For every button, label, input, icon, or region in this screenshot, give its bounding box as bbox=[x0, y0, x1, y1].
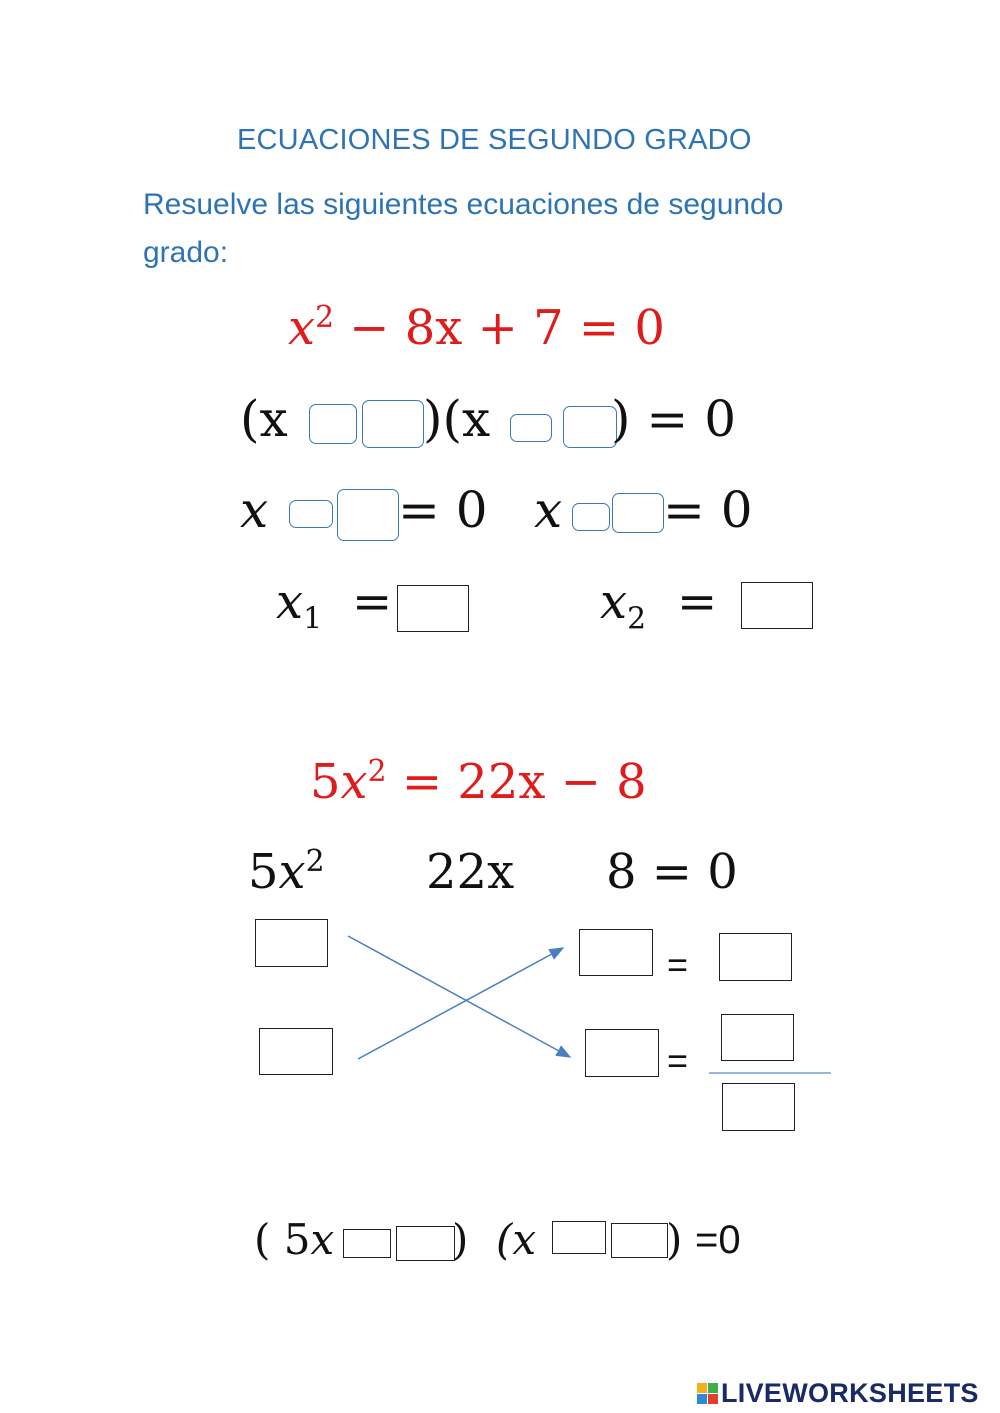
linear-x-right: x bbox=[534, 481, 563, 539]
answer-box-result-top[interactable] bbox=[719, 933, 792, 981]
x2-label: $x_2$ bbox=[600, 574, 647, 637]
factor2-open: ( 5x bbox=[254, 1215, 335, 1264]
factor2-equals-zero: =0 bbox=[695, 1218, 741, 1262]
arrow-bottom-left-to-top-right bbox=[358, 948, 563, 1059]
answer-box-factor2-sign-b[interactable] bbox=[552, 1221, 606, 1254]
equation-1-statement: $x^2 - 8x + 7 = 0$ bbox=[288, 300, 665, 356]
x2-equals: = bbox=[677, 574, 718, 630]
factor2-second-open: (x bbox=[496, 1215, 537, 1264]
instruction-line-1: Resuelve las siguientes ecuaciones de segundo bbox=[143, 188, 784, 221]
x1-label: $x_1$ bbox=[276, 574, 323, 637]
x1-equals: = bbox=[352, 574, 393, 630]
factor2-close: ) bbox=[666, 1215, 683, 1264]
factor2-mid: ) bbox=[452, 1215, 469, 1264]
instruction-line-2: grado: bbox=[143, 236, 229, 269]
linear-eq-right: = 0 bbox=[663, 481, 753, 539]
factor-open: (x bbox=[240, 390, 288, 448]
answer-box-factor2-value-b[interactable] bbox=[611, 1223, 668, 1258]
answer-box-denominator[interactable] bbox=[722, 1083, 795, 1131]
equals-sign-bottom: = bbox=[667, 1040, 689, 1081]
term-5x2: $5x^2$ bbox=[248, 844, 325, 900]
equation-2-statement: $5x^2 = 22x - 8$ bbox=[310, 754, 647, 810]
factor-close: ) = 0 bbox=[611, 390, 736, 448]
term-22x: 22x bbox=[426, 844, 515, 900]
arrow-top-left-to-bottom-right bbox=[348, 936, 570, 1057]
equals-sign-top: = bbox=[667, 944, 689, 985]
page-title: ECUACIONES DE SEGUNDO GRADO bbox=[237, 124, 752, 156]
liveworksheets-logo-icon bbox=[697, 1383, 719, 1405]
term-8-equals-0: 8 = 0 bbox=[606, 844, 738, 900]
linear-eq-left: = 0 bbox=[398, 481, 488, 539]
liveworksheets-logo-text: LIVEWORKSHEETS bbox=[721, 1378, 979, 1408]
answer-box-factor2-value-a[interactable] bbox=[396, 1226, 455, 1261]
answer-box-factor2-sign-a[interactable] bbox=[343, 1229, 391, 1258]
linear-x-left: x bbox=[240, 481, 269, 539]
factor-mid: )(x bbox=[423, 390, 491, 448]
answer-box-numerator[interactable] bbox=[721, 1014, 794, 1061]
